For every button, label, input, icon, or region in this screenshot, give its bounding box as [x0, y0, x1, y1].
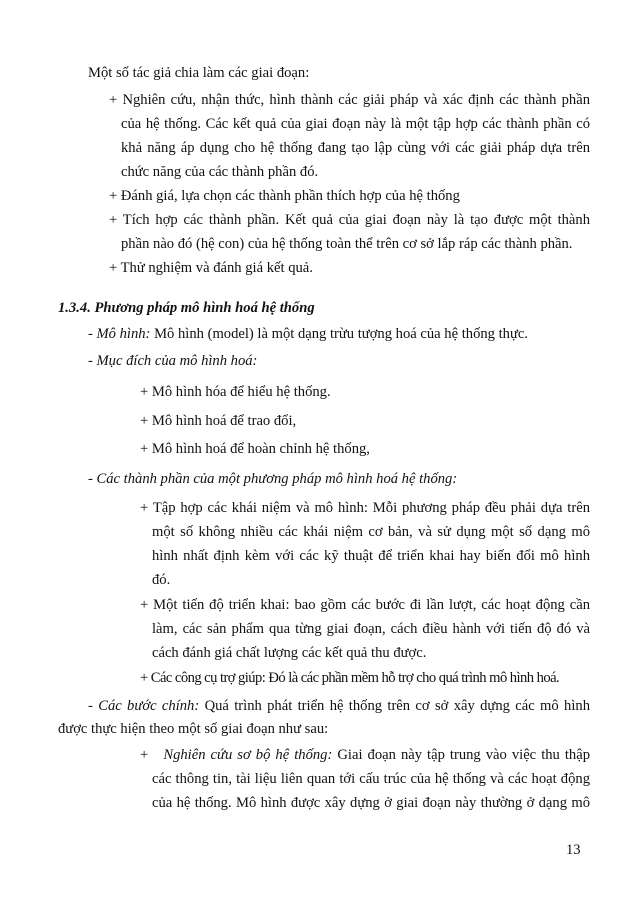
component-1-line-4: đó.	[152, 572, 171, 588]
component-2-line-2: làm, các sản phẩm qua từng giai đoạn, cách điều hành với tiến độ đó và	[152, 621, 590, 637]
steps-label: - Các bước chính:	[88, 698, 200, 714]
stage-4-line-1: + Thử nghiệm và đánh giá kết quả.	[109, 260, 313, 276]
component-2-line-1: + Một tiến độ triển khai: bao gồm các bước đi lần lượt, các hoạt động cần	[140, 597, 590, 613]
intro-text: Một số tác giả chia làm các giai đoạn:	[88, 65, 310, 81]
prelim-text: Giai đoạn này tập trung vào việc thu thập	[332, 747, 590, 763]
prelim-label: Nghiên cứu sơ bộ hệ thống:	[163, 747, 333, 763]
purpose-item-1: + Mô hình hóa để hiểu hệ thống.	[140, 384, 331, 400]
model-definition-label: - Mô hình:	[88, 326, 151, 342]
stage-1-line-4: chức năng của các thành phần đó.	[121, 164, 319, 180]
stage-1-line-3: khả năng áp dụng cho hệ thống đang tạo lập cùng với các giải pháp dựa trên	[121, 140, 590, 156]
purpose-item-3: + Mô hình hoá để hoàn chỉnh hệ thống,	[140, 441, 370, 457]
stage-3-line-2: phần nào đó (hệ con) của hệ thống toàn thể trên cơ sở lắp ráp các thành phần.	[121, 236, 573, 252]
component-1-line-1: + Tập hợp các khái niệm và mô hình: Mỗi phương pháp đều phải dựa trên	[140, 500, 590, 516]
component-1-line-3: hình nhất định kèm với các kỹ thuật để triển khai hay biến đổi mô hình	[152, 548, 590, 564]
steps-line-1	[88, 697, 590, 715]
purpose-item-2: + Mô hình hoá để trao đổi,	[140, 413, 297, 429]
steps-text: Quá trình phát triển hệ thống trên cơ sở xây dựng các mô hình	[199, 698, 590, 714]
page-number: 13	[566, 842, 581, 858]
component-1-line-2: một số không nhiều các khái niệm cơ bản, và sử dụng một số dạng mô	[152, 524, 590, 540]
purpose-label: - Mục đích của mô hình hoá:	[88, 353, 258, 369]
components-label: - Các thành phần của một phương pháp mô hình hoá hệ thống:	[88, 471, 458, 487]
section-heading: 1.3.4. Phương pháp mô hình hoá hệ thống	[58, 300, 315, 316]
prelim-bullet: +	[140, 747, 164, 763]
stage-3-line-1: + Tích hợp các thành phần. Kết quả của giai đoạn này là tạo được một thành	[109, 212, 590, 228]
component-3-line-1: + Các công cụ trợ giúp: Đó là các phần mềm hỗ trợ cho quá trình mô hình hoá.	[140, 670, 560, 686]
component-2-line-3: cách đánh giá chất lượng các kết quả thu được.	[152, 645, 427, 661]
model-definition-text: Mô hình (model) là một dạng trừu tượng hoá của hệ thống thực.	[150, 326, 528, 342]
prelim-line-2: các thông tin, tài liệu liên quan tới cấu trúc của hệ thống và các hoạt động	[152, 771, 590, 787]
stage-1-line-2: của hệ thống. Các kết quả của giai đoạn này là một tập hợp các thành phần có	[121, 116, 590, 132]
prelim-line-1	[140, 746, 590, 764]
model-definition	[88, 325, 528, 343]
stage-2-line-1: + Đánh giá, lựa chọn các thành phần thích hợp của hệ thống	[109, 188, 460, 204]
steps-line-2: được thực hiện theo một số giai đoạn như sau:	[58, 721, 329, 737]
prelim-line-3: của hệ thống. Mô hình được xây dựng ở giai đoạn này thường ở dạng mô	[152, 795, 590, 811]
stage-1-line-1: + Nghiên cứu, nhận thức, hình thành các giải pháp và xác định các thành phần	[109, 92, 590, 108]
